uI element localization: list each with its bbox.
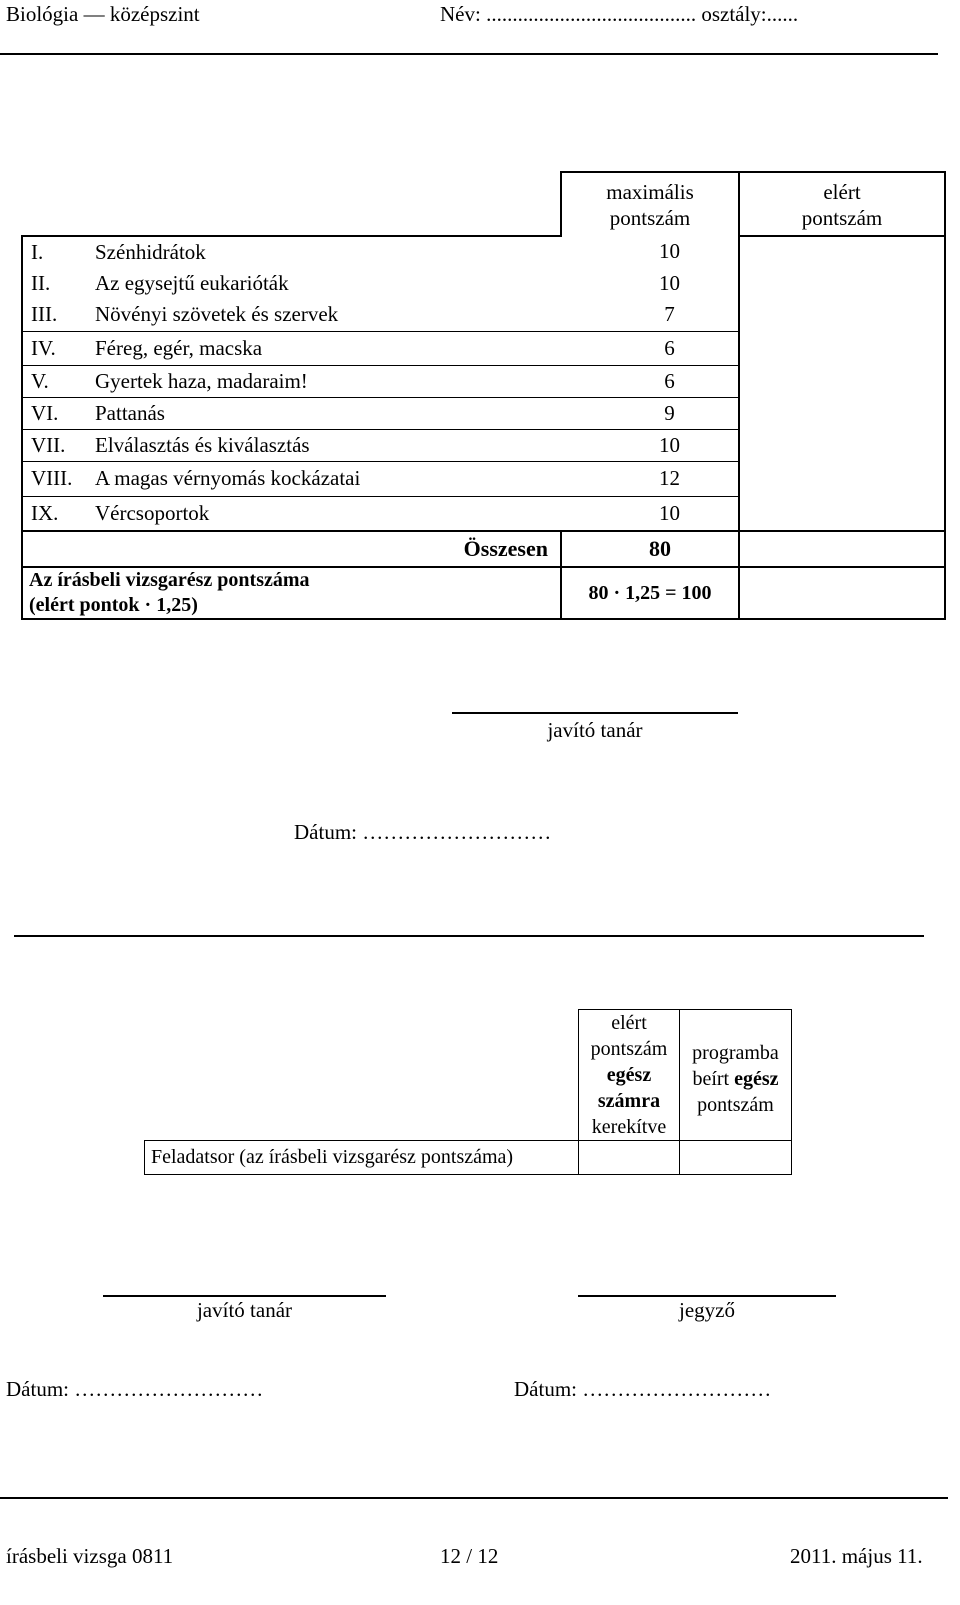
topic-cell <box>22 267 561 299</box>
max-points-value: 6 <box>664 368 675 393</box>
topic-cell <box>22 299 561 331</box>
score-row <box>22 267 945 299</box>
topic-title: Szénhidrátok <box>95 239 206 264</box>
max-points-value: 12 <box>659 466 680 490</box>
topic-number: V. <box>31 368 49 393</box>
final-score-table <box>144 1009 792 1175</box>
right-signature-label: jegyző <box>679 1298 735 1322</box>
topic-cell <box>22 236 561 267</box>
left-signature-line <box>103 1295 386 1297</box>
total-value-cell: 80 <box>561 531 739 567</box>
total-label-cell: Összesen <box>22 531 561 567</box>
header-subject: Biológia — középszint <box>6 2 200 26</box>
topic-title: Gyertek haza, madaraim! <box>95 368 308 393</box>
footer-left: írásbeli vizsga 0811 <box>6 1544 174 1568</box>
empty-header-cell <box>22 172 561 236</box>
date-label: Dátum: ……………………… <box>294 820 552 844</box>
header-rule <box>0 53 938 55</box>
max-points-value: 10 <box>659 500 680 525</box>
max-points-cell <box>561 331 739 365</box>
written-label-cell: Az írásbeli vizsgarész pontszáma (elért pontok · 1,25) <box>22 567 561 619</box>
right-signature-line <box>578 1295 836 1297</box>
left-signature-label: javító tanár <box>196 1298 293 1322</box>
max-points-cell <box>561 397 739 429</box>
topic-cell <box>22 365 561 397</box>
topic-number: I. <box>31 239 44 264</box>
max-points-cell <box>561 236 739 267</box>
topic-title: Az egysejtű eukarióták <box>95 270 289 295</box>
topic-number: VIII. <box>31 466 73 490</box>
max-points-value: 7 <box>664 302 675 327</box>
topic-cell <box>22 496 561 531</box>
topic-number: VII. <box>31 432 66 457</box>
topic-title: Pattanás <box>95 400 165 425</box>
program-points-header: programba beírt egész pontszám <box>680 1010 792 1141</box>
topic-cell <box>22 397 561 429</box>
score-row <box>22 236 945 267</box>
max-points-cell <box>561 299 739 331</box>
final-empty-cell <box>145 1010 579 1141</box>
topic-cell <box>22 429 561 461</box>
left-date: Dátum: ……………………… <box>6 1377 264 1401</box>
earned-points-cell <box>739 331 945 365</box>
topic-number: IX. <box>31 500 59 525</box>
teacher-label: javító tanár <box>547 718 643 742</box>
score-rows <box>22 236 945 531</box>
written-earned-cell <box>739 567 945 619</box>
footer-rule <box>0 1497 948 1499</box>
topic-number: VI. <box>31 400 59 425</box>
max-points-value: 9 <box>664 400 675 425</box>
score-row <box>22 331 945 365</box>
score-row <box>22 429 945 461</box>
final-row-label: Feladatsor (az írásbeli vizsgarész pontszáma) <box>145 1141 579 1175</box>
score-row <box>22 496 945 531</box>
max-points-value: 10 <box>659 270 680 295</box>
score-row <box>22 365 945 397</box>
topic-number: III. <box>31 302 58 327</box>
footer-page: 12 / 12 <box>440 1544 499 1568</box>
score-table <box>21 171 946 620</box>
max-points-cell <box>561 365 739 397</box>
rounded-points-header: elért pontszám egész számra kerekítve <box>579 1010 680 1141</box>
max-points-value: 10 <box>659 432 680 457</box>
max-points-value: 10 <box>659 239 680 263</box>
topic-title: Elválasztás és kiválasztás <box>95 432 310 457</box>
earned-points-cell <box>739 429 945 461</box>
section-divider <box>14 935 924 937</box>
earned-points-cell <box>739 496 945 531</box>
earned-points-cell <box>739 365 945 397</box>
max-points-cell <box>561 267 739 299</box>
topic-cell <box>22 461 561 496</box>
topic-title: Növényi szövetek és szervek <box>95 302 339 327</box>
header-student-fields: Név: ........................................ osztály:...... <box>440 2 799 26</box>
written-value-cell: 80 · 1,25 = 100 <box>561 567 739 619</box>
earned-points-cell <box>739 267 945 299</box>
total-earned-cell <box>739 531 945 567</box>
right-date: Dátum: ……………………… <box>514 1377 772 1401</box>
max-points-cell <box>561 461 739 496</box>
final-program-cell <box>680 1141 792 1175</box>
topic-title: A magas vérnyomás kockázatai <box>95 466 361 490</box>
topic-cell <box>22 331 561 365</box>
score-row <box>22 397 945 429</box>
topic-number: II. <box>31 270 51 295</box>
max-points-value: 6 <box>664 335 675 360</box>
earned-points-cell <box>739 397 945 429</box>
footer-date: 2011. május 11. <box>790 1544 923 1568</box>
topic-number: IV. <box>31 335 56 360</box>
final-rounded-cell <box>579 1141 680 1175</box>
earned-points-cell <box>739 236 945 267</box>
topic-title: Féreg, egér, macska <box>95 335 263 360</box>
earned-points-cell <box>739 299 945 331</box>
score-row <box>22 461 945 496</box>
max-points-header: maximális pontszám <box>561 172 739 236</box>
max-points-cell <box>561 496 739 531</box>
earned-points-header: elért pontszám <box>739 172 945 236</box>
topic-title: Vércsoportok <box>95 500 210 525</box>
max-points-cell <box>561 429 739 461</box>
earned-points-cell <box>739 461 945 496</box>
score-row <box>22 299 945 331</box>
teacher-signature-line <box>452 712 738 714</box>
